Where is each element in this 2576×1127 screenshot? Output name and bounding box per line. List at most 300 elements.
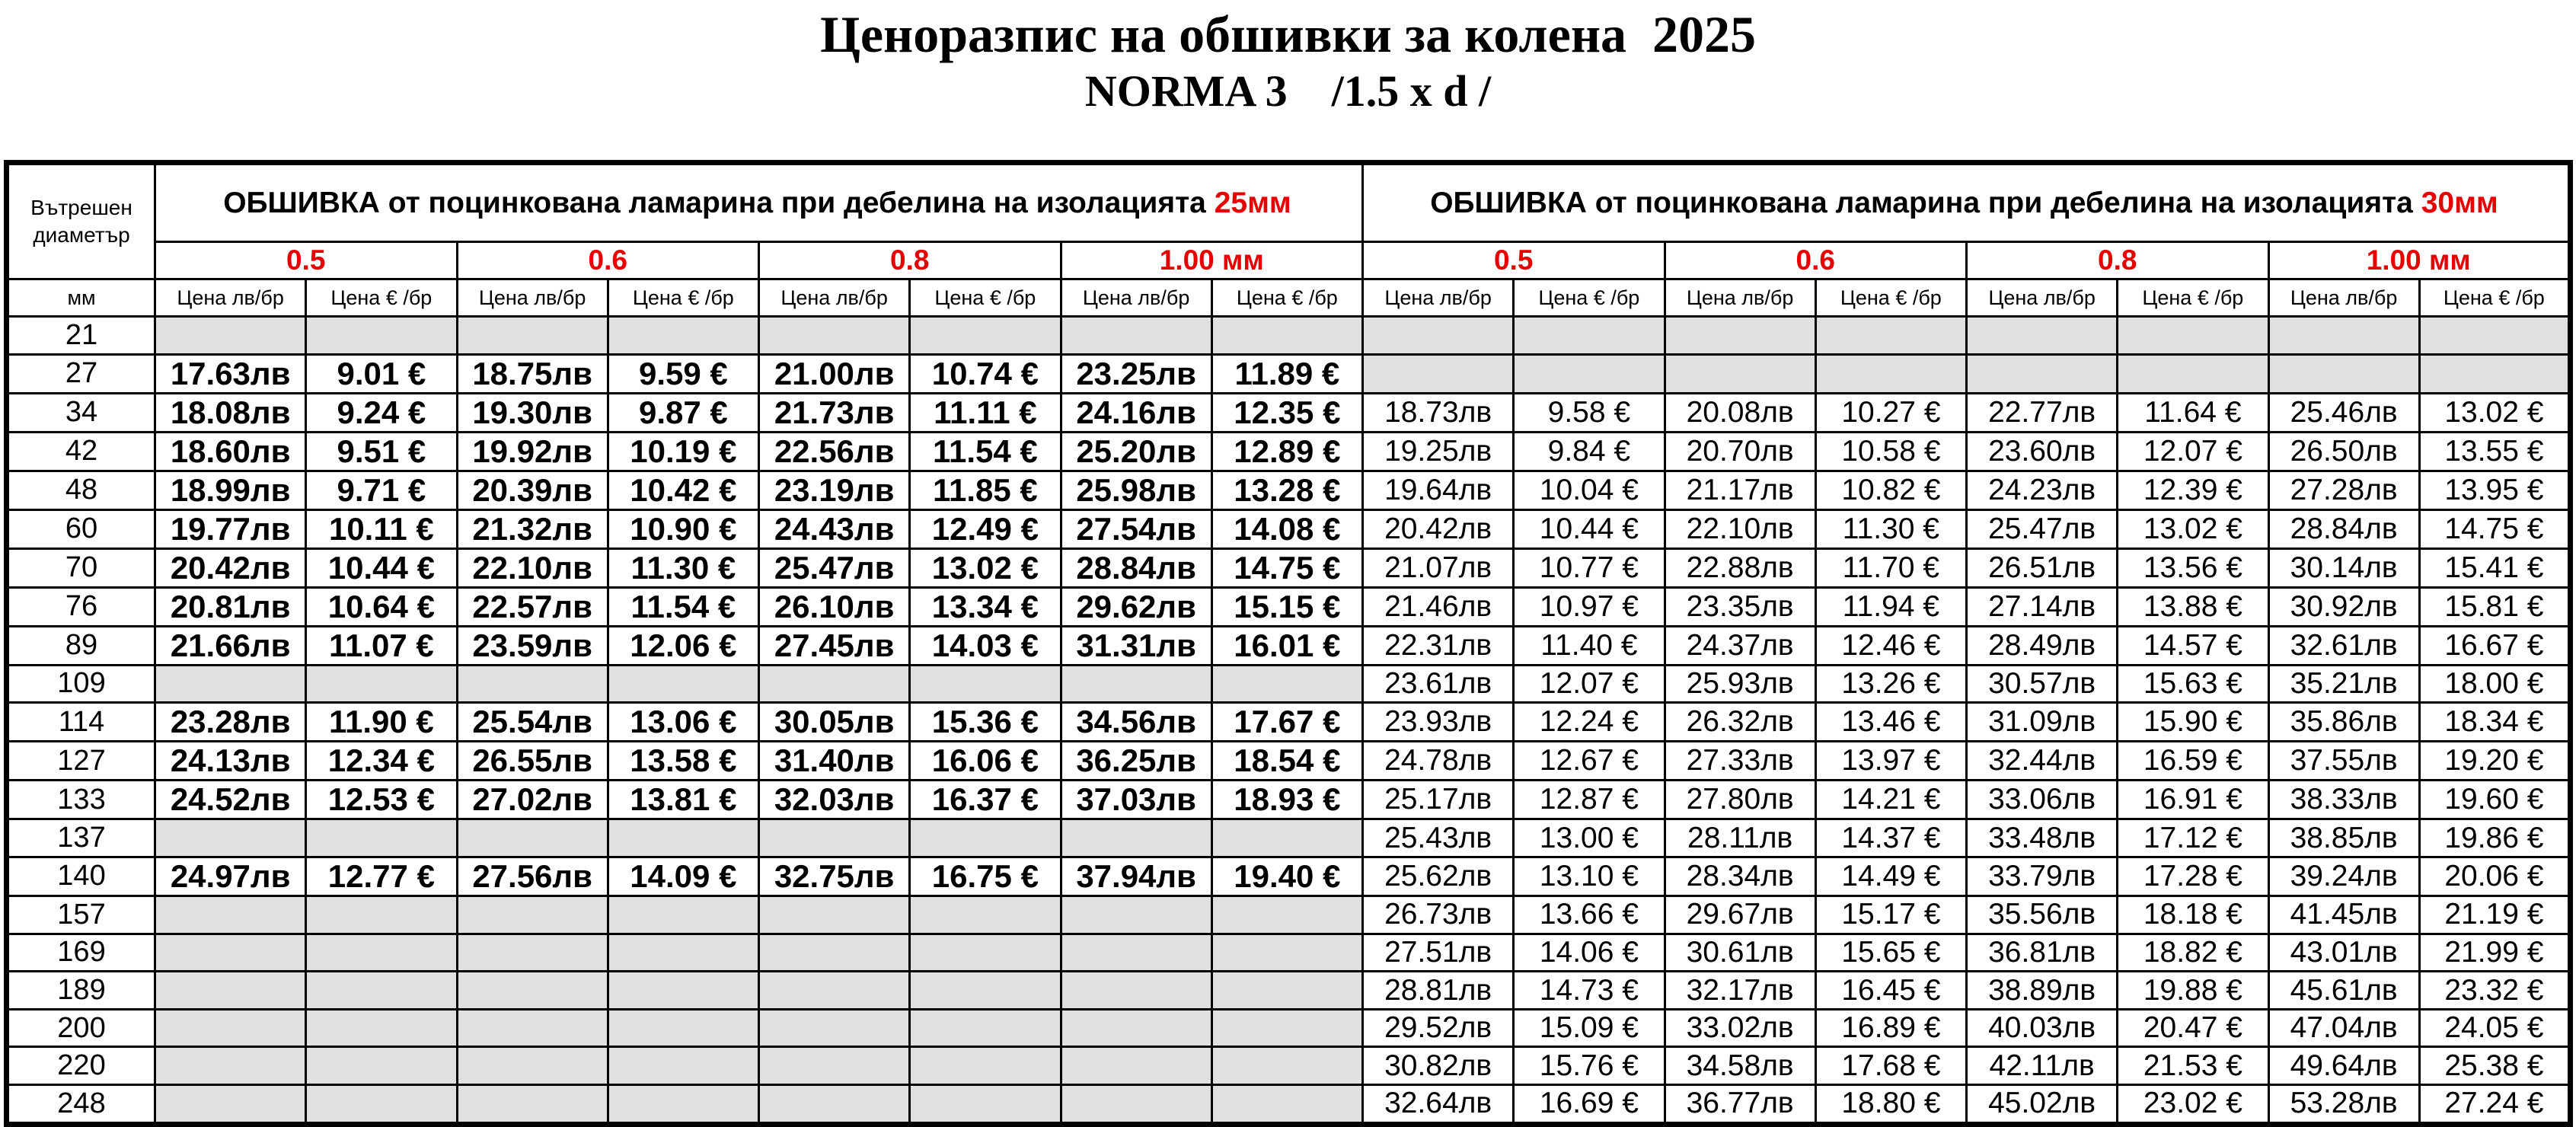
empty-cell (1061, 665, 1211, 703)
price-eur-cell: 13.88 € (2118, 587, 2268, 626)
price-eur-cell: 12.77 € (306, 857, 457, 896)
empty-cell (759, 1047, 910, 1085)
price-bgn-cell: 30.61лв (1665, 934, 1815, 972)
price-bgn-cell: 33.48лв (1967, 819, 2118, 857)
diameter-cell: 248 (7, 1085, 155, 1125)
price-eur-cell: 12.67 € (1514, 742, 1665, 781)
price-bgn-cell: 35.21лв (2268, 665, 2419, 703)
price-bgn-cell: 36.77лв (1665, 1085, 1815, 1125)
empty-cell (306, 317, 457, 355)
empty-cell (1211, 317, 1362, 355)
empty-cell (457, 1047, 608, 1085)
price-bgn-header: Цена лв/бр (1967, 279, 2118, 317)
empty-cell (457, 1085, 608, 1125)
empty-cell (759, 317, 910, 355)
price-eur-cell: 20.06 € (2419, 857, 2570, 896)
price-bgn-cell: 26.50лв (2268, 432, 2419, 471)
diameter-cell: 140 (7, 857, 155, 896)
price-eur-cell: 21.19 € (2419, 896, 2570, 934)
price-bgn-cell: 34.58лв (1665, 1047, 1815, 1085)
empty-cell (155, 1047, 306, 1085)
price-bgn-cell: 20.70лв (1665, 432, 1815, 471)
price-eur-cell: 12.06 € (608, 626, 758, 665)
price-eur-cell: 10.42 € (608, 471, 758, 509)
empty-cell (1061, 896, 1211, 934)
empty-cell (457, 665, 608, 703)
price-bgn-cell: 32.44лв (1967, 742, 2118, 781)
diameter-cell: 48 (7, 471, 155, 509)
empty-cell (1061, 972, 1211, 1010)
price-eur-cell: 15.63 € (2118, 665, 2268, 703)
price-bgn-cell: 45.61лв (2268, 972, 2419, 1010)
table-row (7, 665, 2571, 703)
price-bgn-header: Цена лв/бр (1061, 279, 1211, 317)
price-eur-cell: 13.28 € (1211, 471, 1362, 509)
price-eur-cell: 18.00 € (2419, 665, 2570, 703)
price-bgn-cell: 21.73лв (759, 393, 910, 432)
empty-cell (2268, 317, 2419, 355)
price-eur-cell: 15.76 € (1514, 1047, 1665, 1085)
price-bgn-cell: 27.51лв (1363, 934, 1514, 972)
price-eur-cell: 14.08 € (1211, 509, 1362, 548)
price-bgn-cell: 29.62лв (1061, 587, 1211, 626)
price-bgn-cell: 45.02лв (1967, 1085, 2118, 1125)
price-eur-cell: 10.64 € (306, 587, 457, 626)
price-eur-cell: 16.89 € (1815, 1009, 1966, 1047)
price-bgn-cell: 18.60лв (155, 432, 306, 471)
price-bgn-cell: 27.45лв (759, 626, 910, 665)
price-bgn-cell: 22.31лв (1363, 626, 1514, 665)
price-bgn-cell: 28.84лв (2268, 509, 2419, 548)
price-bgn-cell: 25.98лв (1061, 471, 1211, 509)
price-bgn-cell: 22.57лв (457, 587, 608, 626)
price-eur-cell: 14.06 € (1514, 934, 1665, 972)
price-eur-cell: 14.73 € (1514, 972, 1665, 1010)
price-eur-cell: 10.97 € (1514, 587, 1665, 626)
price-bgn-cell: 21.66лв (155, 626, 306, 665)
empty-cell (759, 972, 910, 1010)
price-eur-cell: 19.20 € (2419, 742, 2570, 781)
empty-cell (457, 972, 608, 1010)
diameter-cell: 200 (7, 1009, 155, 1047)
price-eur-cell: 16.01 € (1211, 626, 1362, 665)
diameter-cell: 109 (7, 665, 155, 703)
price-eur-cell: 20.47 € (2118, 1009, 2268, 1047)
empty-cell (910, 317, 1061, 355)
empty-cell (910, 665, 1061, 703)
price-eur-cell: 11.54 € (608, 587, 758, 626)
table-row (7, 393, 2571, 432)
unit-header: мм (7, 279, 155, 317)
empty-cell (155, 1009, 306, 1047)
price-eur-cell: 13.58 € (608, 742, 758, 781)
price-bgn-header: Цена лв/бр (1363, 279, 1514, 317)
price-eur-cell: 11.90 € (306, 703, 457, 742)
price-eur-header: Цена € /бр (2118, 279, 2268, 317)
price-bgn-cell: 37.55лв (2268, 742, 2419, 781)
gauge-header: 0.6 (457, 242, 759, 279)
price-eur-cell: 12.89 € (1211, 432, 1362, 471)
diameter-cell: 89 (7, 626, 155, 665)
empty-cell (155, 934, 306, 972)
empty-cell (306, 819, 457, 857)
diameter-cell: 137 (7, 819, 155, 857)
price-bgn-cell: 30.92лв (2268, 587, 2419, 626)
empty-cell (2419, 317, 2570, 355)
price-eur-cell: 17.28 € (2118, 857, 2268, 896)
price-bgn-cell: 18.08лв (155, 393, 306, 432)
price-eur-cell: 18.82 € (2118, 934, 2268, 972)
price-bgn-cell: 33.02лв (1665, 1009, 1815, 1047)
price-eur-cell: 25.38 € (2419, 1047, 2570, 1085)
price-eur-cell: 12.34 € (306, 742, 457, 781)
table-row (7, 819, 2571, 857)
diameter-cell: 189 (7, 972, 155, 1010)
empty-cell (759, 896, 910, 934)
price-eur-cell: 10.58 € (1815, 432, 1966, 471)
price-bgn-cell: 27.28лв (2268, 471, 2419, 509)
price-bgn-cell: 18.75лв (457, 354, 608, 393)
price-eur-cell: 16.06 € (910, 742, 1061, 781)
price-eur-cell: 15.81 € (2419, 587, 2570, 626)
price-eur-cell: 18.93 € (1211, 781, 1362, 819)
price-eur-cell: 9.59 € (608, 354, 758, 393)
price-eur-cell: 11.89 € (1211, 354, 1362, 393)
price-eur-cell: 13.97 € (1815, 742, 1966, 781)
price-bgn-cell: 18.73лв (1363, 393, 1514, 432)
table-row (7, 471, 2571, 509)
price-bgn-cell: 27.54лв (1061, 509, 1211, 548)
empty-cell (457, 819, 608, 857)
empty-cell (1061, 1047, 1211, 1085)
empty-cell (759, 819, 910, 857)
price-eur-cell: 11.40 € (1514, 626, 1665, 665)
price-eur-header: Цена € /бр (608, 279, 758, 317)
empty-cell (759, 1009, 910, 1047)
table-row (7, 317, 2571, 355)
price-eur-header: Цена € /бр (1514, 279, 1665, 317)
price-eur-cell: 10.82 € (1815, 471, 1966, 509)
price-eur-cell: 10.74 € (910, 354, 1061, 393)
price-bgn-cell: 43.01лв (2268, 934, 2419, 972)
price-eur-cell: 12.53 € (306, 781, 457, 819)
price-eur-cell: 19.88 € (2118, 972, 2268, 1010)
price-eur-cell: 12.87 € (1514, 781, 1665, 819)
empty-cell (910, 934, 1061, 972)
table-row (7, 509, 2571, 548)
gauge-header: 0.8 (759, 242, 1061, 279)
empty-cell (910, 819, 1061, 857)
empty-cell (910, 972, 1061, 1010)
price-eur-cell: 15.17 € (1815, 896, 1966, 934)
price-bgn-cell: 31.40лв (759, 742, 910, 781)
price-bgn-cell: 38.85лв (2268, 819, 2419, 857)
price-bgn-cell: 17.63лв (155, 354, 306, 393)
price-bgn-cell: 32.17лв (1665, 972, 1815, 1010)
price-eur-cell: 13.81 € (608, 781, 758, 819)
empty-cell (1967, 317, 2118, 355)
empty-cell (306, 934, 457, 972)
gauge-header: 1.00 мм (2268, 242, 2571, 279)
empty-cell (1211, 665, 1362, 703)
price-eur-cell: 19.60 € (2419, 781, 2570, 819)
price-eur-cell: 11.70 € (1815, 548, 1966, 587)
empty-cell (1211, 1085, 1362, 1125)
price-eur-cell: 10.11 € (306, 509, 457, 548)
price-bgn-cell: 22.88лв (1665, 548, 1815, 587)
price-eur-cell: 15.90 € (2118, 703, 2268, 742)
price-eur-cell: 12.24 € (1514, 703, 1665, 742)
price-bgn-cell: 20.81лв (155, 587, 306, 626)
price-eur-cell: 19.40 € (1211, 857, 1362, 896)
price-bgn-cell: 24.78лв (1363, 742, 1514, 781)
price-bgn-cell: 24.52лв (155, 781, 306, 819)
price-bgn-cell: 22.10лв (1665, 509, 1815, 548)
price-eur-cell: 12.35 € (1211, 393, 1362, 432)
empty-cell (306, 1085, 457, 1125)
price-bgn-cell: 39.24лв (2268, 857, 2419, 896)
price-bgn-cell: 32.75лв (759, 857, 910, 896)
price-eur-cell: 13.55 € (2419, 432, 2570, 471)
diameter-cell: 114 (7, 703, 155, 742)
price-bgn-cell: 36.25лв (1061, 742, 1211, 781)
price-eur-cell: 15.15 € (1211, 587, 1362, 626)
table-row (7, 548, 2571, 587)
gauge-header: 1.00 мм (1061, 242, 1363, 279)
empty-cell (910, 1047, 1061, 1085)
empty-cell (1363, 354, 1514, 393)
table-row (7, 857, 2571, 896)
section-text: ОБШИВКА от поцинкована ламарина при дебелина на изолацията (1430, 186, 2421, 219)
empty-cell (155, 972, 306, 1010)
empty-cell (1211, 896, 1362, 934)
empty-cell (910, 1009, 1061, 1047)
diameter-header: Вътрешен диаметър (7, 163, 155, 279)
price-bgn-cell: 27.02лв (457, 781, 608, 819)
price-bgn-cell: 24.16лв (1061, 393, 1211, 432)
price-bgn-cell: 28.11лв (1665, 819, 1815, 857)
empty-cell (306, 972, 457, 1010)
table-row (7, 972, 2571, 1010)
price-eur-cell: 13.02 € (2118, 509, 2268, 548)
price-bgn-cell: 24.23лв (1967, 471, 2118, 509)
section-header-2 (1363, 163, 2571, 242)
empty-cell (1363, 317, 1514, 355)
price-eur-cell: 13.26 € (1815, 665, 1966, 703)
empty-cell (1211, 1009, 1362, 1047)
price-bgn-cell: 23.61лв (1363, 665, 1514, 703)
price-bgn-cell: 33.79лв (1967, 857, 2118, 896)
price-eur-cell: 13.56 € (2118, 548, 2268, 587)
empty-cell (910, 896, 1061, 934)
price-bgn-cell: 27.56лв (457, 857, 608, 896)
price-eur-cell: 9.71 € (306, 471, 457, 509)
price-eur-header: Цена € /бр (910, 279, 1061, 317)
empty-cell (1967, 354, 2118, 393)
price-bgn-cell: 28.84лв (1061, 548, 1211, 587)
price-eur-cell: 11.11 € (910, 393, 1061, 432)
price-eur-cell: 11.07 € (306, 626, 457, 665)
price-bgn-cell: 22.10лв (457, 548, 608, 587)
price-bgn-cell: 23.59лв (457, 626, 608, 665)
table-row (7, 587, 2571, 626)
price-bgn-cell: 34.56лв (1061, 703, 1211, 742)
price-eur-cell: 13.02 € (2419, 393, 2570, 432)
price-eur-cell: 16.59 € (2118, 742, 2268, 781)
price-bgn-cell: 23.93лв (1363, 703, 1514, 742)
price-eur-cell: 21.99 € (2419, 934, 2570, 972)
price-eur-cell: 9.84 € (1514, 432, 1665, 471)
price-eur-header: Цена € /бр (306, 279, 457, 317)
price-eur-cell: 13.95 € (2419, 471, 2570, 509)
price-eur-cell: 15.36 € (910, 703, 1061, 742)
price-bgn-cell: 23.25лв (1061, 354, 1211, 393)
diameter-cell: 157 (7, 896, 155, 934)
price-bgn-cell: 49.64лв (2268, 1047, 2419, 1085)
price-bgn-cell: 47.04лв (2268, 1009, 2419, 1047)
price-bgn-cell: 25.43лв (1363, 819, 1514, 857)
empty-cell (1815, 317, 1966, 355)
price-bgn-cell: 24.13лв (155, 742, 306, 781)
price-eur-cell: 9.24 € (306, 393, 457, 432)
table-row (7, 934, 2571, 972)
price-bgn-cell: 32.03лв (759, 781, 910, 819)
price-bgn-cell: 26.10лв (759, 587, 910, 626)
empty-cell (1211, 819, 1362, 857)
price-eur-cell: 13.02 € (910, 548, 1061, 587)
diameter-cell: 60 (7, 509, 155, 548)
table-row (7, 1047, 2571, 1085)
price-bgn-cell: 20.39лв (457, 471, 608, 509)
diameter-cell: 21 (7, 317, 155, 355)
price-eur-header: Цена € /бр (1211, 279, 1362, 317)
empty-cell (608, 934, 758, 972)
empty-cell (2118, 317, 2268, 355)
price-bgn-cell: 25.47лв (1967, 509, 2118, 548)
diameter-cell: 34 (7, 393, 155, 432)
diameter-cell: 70 (7, 548, 155, 587)
price-bgn-cell: 21.00лв (759, 354, 910, 393)
price-bgn-cell: 25.62лв (1363, 857, 1514, 896)
empty-cell (457, 1009, 608, 1047)
price-eur-cell: 15.65 € (1815, 934, 1966, 972)
price-eur-cell: 14.37 € (1815, 819, 1966, 857)
price-eur-cell: 27.24 € (2419, 1085, 2570, 1125)
empty-cell (1061, 1009, 1211, 1047)
price-eur-cell: 17.12 € (2118, 819, 2268, 857)
price-eur-cell: 11.94 € (1815, 587, 1966, 626)
price-bgn-cell: 53.28лв (2268, 1085, 2419, 1125)
price-eur-cell: 14.03 € (910, 626, 1061, 665)
price-bgn-cell: 21.46лв (1363, 587, 1514, 626)
page-title: Ценоразпис на обшивки за колена 2025 (819, 5, 1756, 63)
price-bgn-cell: 40.03лв (1967, 1009, 2118, 1047)
price-bgn-cell: 25.93лв (1665, 665, 1815, 703)
page-subtitle: NORMA 3 /1.5 x d / (1084, 66, 1492, 116)
table-row (7, 896, 2571, 934)
empty-cell (1061, 934, 1211, 972)
empty-cell (608, 1085, 758, 1125)
section-header-1 (155, 163, 1363, 242)
empty-cell (1211, 972, 1362, 1010)
empty-cell (457, 317, 608, 355)
price-eur-cell: 12.46 € (1815, 626, 1966, 665)
price-eur-cell: 21.53 € (2118, 1047, 2268, 1085)
empty-cell (155, 1085, 306, 1125)
price-eur-cell: 17.67 € (1211, 703, 1362, 742)
empty-cell (2419, 354, 2570, 393)
price-bgn-cell: 35.86лв (2268, 703, 2419, 742)
empty-cell (608, 972, 758, 1010)
price-bgn-cell: 23.60лв (1967, 432, 2118, 471)
table-row (7, 781, 2571, 819)
price-bgn-cell: 19.64лв (1363, 471, 1514, 509)
price-bgn-header: Цена лв/бр (155, 279, 306, 317)
price-eur-cell: 23.02 € (2118, 1085, 2268, 1125)
price-eur-cell: 16.69 € (1514, 1085, 1665, 1125)
price-bgn-cell: 32.64лв (1363, 1085, 1514, 1125)
price-bgn-cell: 33.06лв (1967, 781, 2118, 819)
price-eur-cell: 24.05 € (2419, 1009, 2570, 1047)
price-bgn-cell: 27.14лв (1967, 587, 2118, 626)
diameter-cell: 27 (7, 354, 155, 393)
empty-cell (759, 934, 910, 972)
empty-cell (759, 1085, 910, 1125)
gauge-header: 0.8 (1967, 242, 2269, 279)
price-bgn-header: Цена лв/бр (1665, 279, 1815, 317)
price-bgn-cell: 42.11лв (1967, 1047, 2118, 1085)
diameter-cell: 169 (7, 934, 155, 972)
empty-cell (1665, 317, 1815, 355)
table-row (7, 703, 2571, 742)
price-eur-cell: 14.09 € (608, 857, 758, 896)
price-bgn-cell: 25.17лв (1363, 781, 1514, 819)
empty-cell (306, 1009, 457, 1047)
price-bgn-cell: 24.43лв (759, 509, 910, 548)
price-bgn-cell: 35.56лв (1967, 896, 2118, 934)
price-bgn-header: Цена лв/бр (457, 279, 608, 317)
price-bgn-cell: 21.07лв (1363, 548, 1514, 587)
price-bgn-cell: 19.25лв (1363, 432, 1514, 471)
price-eur-cell: 18.80 € (1815, 1085, 1966, 1125)
price-eur-cell: 16.91 € (2118, 781, 2268, 819)
price-bgn-cell: 38.33лв (2268, 781, 2419, 819)
price-bgn-cell: 26.32лв (1665, 703, 1815, 742)
price-bgn-cell: 28.81лв (1363, 972, 1514, 1010)
price-eur-cell: 16.75 € (910, 857, 1061, 896)
price-eur-cell: 16.37 € (910, 781, 1061, 819)
empty-cell (155, 819, 306, 857)
price-bgn-header: Цена лв/бр (2268, 279, 2419, 317)
price-eur-cell: 13.34 € (910, 587, 1061, 626)
price-eur-cell: 12.07 € (1514, 665, 1665, 703)
price-eur-cell: 16.45 € (1815, 972, 1966, 1010)
price-bgn-cell: 29.67лв (1665, 896, 1815, 934)
price-eur-cell: 14.49 € (1815, 857, 1966, 896)
price-eur-cell: 9.51 € (306, 432, 457, 471)
price-eur-cell: 13.06 € (608, 703, 758, 742)
gauge-header: 0.6 (1665, 242, 1967, 279)
price-eur-cell: 10.90 € (608, 509, 758, 548)
price-eur-cell: 13.00 € (1514, 819, 1665, 857)
price-bgn-cell: 26.73лв (1363, 896, 1514, 934)
price-bgn-cell: 30.05лв (759, 703, 910, 742)
price-eur-cell: 13.66 € (1514, 896, 1665, 934)
empty-cell (457, 896, 608, 934)
price-eur-cell: 10.77 € (1514, 548, 1665, 587)
empty-cell (608, 1009, 758, 1047)
empty-cell (608, 896, 758, 934)
